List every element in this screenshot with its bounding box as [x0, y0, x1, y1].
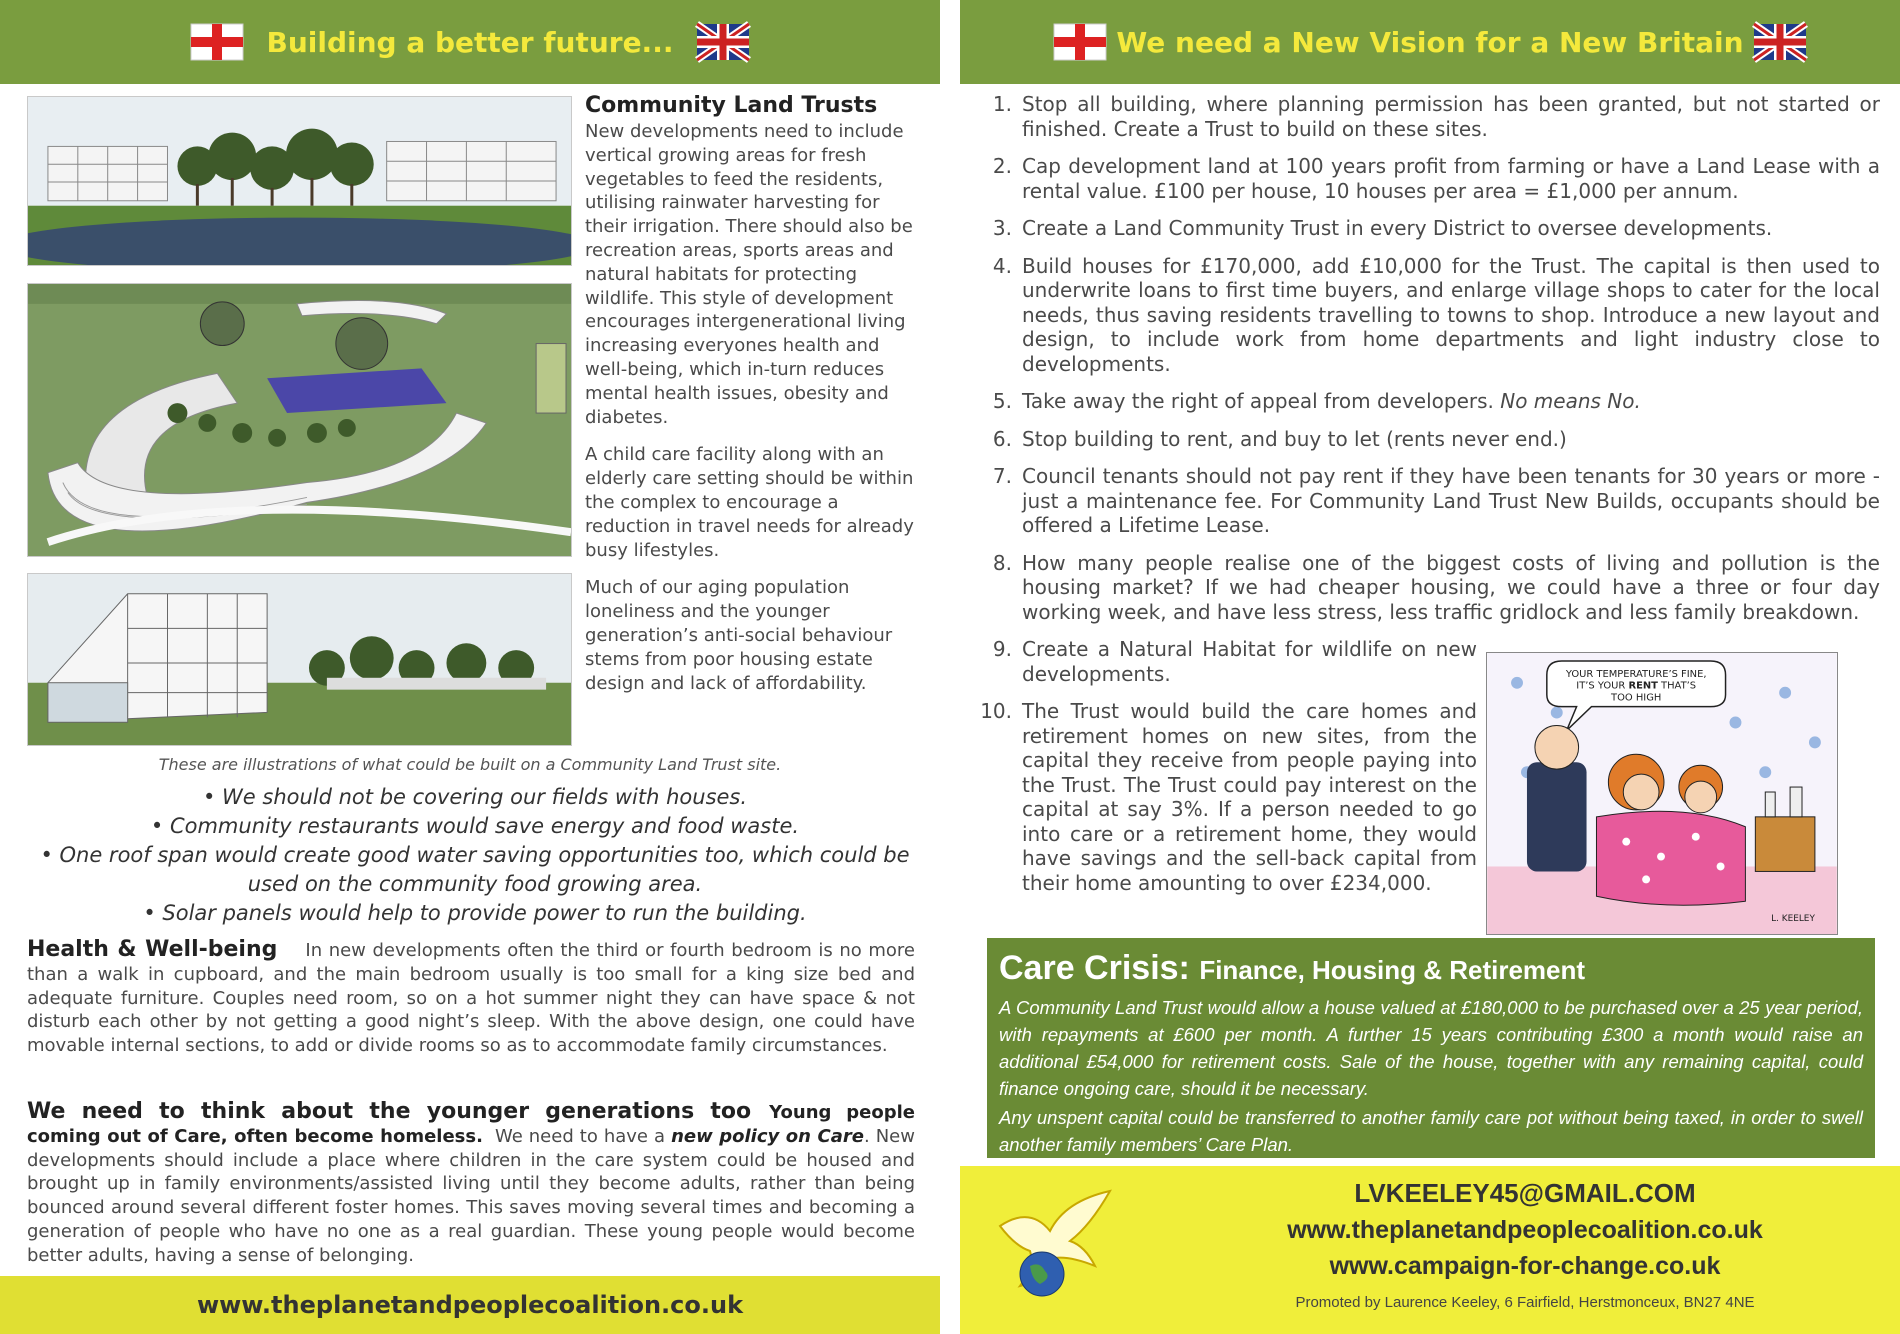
list-number: 3. [992, 216, 1012, 240]
list-number: 7. [992, 464, 1012, 488]
younger-title: We need to think about the younger generations too [27, 1099, 752, 1124]
list-text: Create a Land Community Trust in every District to oversee developments. [1022, 216, 1773, 240]
care-subtitle: Finance, Housing & Retirement [1199, 955, 1586, 985]
left-page [0, 0, 940, 1334]
list-text: Stop building to rent, and buy to let (rents never end.) [1022, 426, 1567, 451]
bullet-list [40, 783, 910, 928]
list-number: 4. [992, 253, 1012, 278]
contact-website-2[interactable]: www.campaign-for-change.co.uk [1329, 1252, 1721, 1280]
bullet-item: • Solar panels would help to provide power to run the building. [143, 901, 807, 925]
list-item [980, 551, 1880, 625]
list-text: How many people realise one of the biggest costs of living and pollution is the housing market? If we had cheaper housing, we could have a three or four day working week, and have less stress, less traffic gridlock and less family breakdown. [1022, 550, 1880, 624]
bullet-item: • We should not be covering our fields with houses. [202, 785, 748, 809]
health-section [27, 938, 915, 1058]
cartoon-signature: L. KEELEY [1771, 914, 1815, 925]
cartoon-speech-line-3: TOO HIGH [1611, 692, 1662, 704]
list-item [980, 216, 1880, 241]
younger-emphasis: new policy on Care [671, 1125, 864, 1147]
dove-icon [990, 1186, 1120, 1306]
list-item [980, 427, 1880, 452]
list-text: Council tenants should not pay rent if they have been tenants for 30 years or more - just a maintenance fee. For Community Land Trust New Builds, occupants should be offered a Lifetime Lease. [1022, 464, 1880, 537]
development-illustration-1 [27, 96, 572, 266]
england-flag-icon [189, 20, 245, 64]
england-flag-icon [1052, 20, 1108, 64]
contact-email[interactable]: LVKEELEY45@GMAIL.COM [1354, 1178, 1696, 1208]
left-banner [0, 0, 940, 84]
contact-website-1[interactable]: www.theplanetandpeoplecoalition.co.uk [1287, 1216, 1763, 1244]
list-item [980, 254, 1880, 377]
svg-text:IT’S YOUR RENT THAT’S [1576, 681, 1696, 692]
list-text [1022, 389, 1880, 414]
list-number: 1. [992, 92, 1012, 116]
list-item [980, 154, 1880, 203]
list-item [980, 389, 1880, 414]
bullet-item: • One roof span would create good water saving opportunities too, which could be used on the community food growing area. [40, 843, 910, 896]
care-paragraph-2: Any unspent capital could be transferred to another family care pot without being taxed, in order to swell another family members’ Care Plan. [999, 1107, 1863, 1155]
cartoon-speech-rent: RENT [1628, 680, 1658, 692]
union-jack-icon [1752, 20, 1808, 64]
union-jack-icon [695, 20, 751, 64]
care-paragraph-1: A Community Land Trust would allow a house valued at £180,000 to be purchased over a 25 year period, with repayments at £600 per month. A further 15 years contributing £300 a month would raise an additional £54,000 for retirement costs. Sale of the house, together with any remaining capital, could finance ongoing care, should it be necessary. [999, 997, 1863, 1099]
list-number: 10. [980, 699, 1012, 723]
list-number: 2. [992, 154, 1012, 178]
younger-text-b: . New developments should include a place where children in the care system could be housed and brought up in family environments/assisted living until they become adults, rather than being bounced around several different foster homes. This saves moving several times and becoming a generation of people who have no one as a real guardian. These young people would become better adults, having a sense of belonging. [27, 1125, 915, 1266]
clt-paragraph-3: Much of our aging population loneliness and the younger generation’s anti-social behaviour stems from poor housing estate design and lack of affordability. [585, 577, 893, 694]
development-illustration-3 [27, 573, 572, 746]
right-page [960, 0, 1900, 1334]
right-banner [960, 0, 1900, 84]
bullet-item: • Community restaurants would save energy and food waste. [150, 814, 800, 838]
younger-text-a: We need to have a [494, 1125, 666, 1147]
list-number: 6. [992, 426, 1012, 451]
list-text: Create a Natural Habitat for wildlife on new developments. [1022, 637, 1477, 686]
left-footer [0, 1276, 940, 1334]
care-crisis-box [987, 938, 1875, 1158]
cartoon-speech-part: IT’S YOUR [1576, 680, 1626, 692]
list-number: 9. [992, 637, 1012, 661]
clt-paragraph-1: New developments need to include vertical growing areas for fresh vegetables to feed the residents, utilising rainwater harvesting for their irrigation. There should also be recreation areas, sports areas and natural habitats for protecting wildlife. This style of development encourages intergenerational living increasing everyones health and well-being, which in-turn reduces mental health issues, obesity and diabetes. [585, 121, 913, 428]
clt-paragraph-2: A child care facility along with an elderly care setting should be within the complex to encourage a reduction in travel needs for already busy lifestyles. [585, 444, 914, 561]
list-text-emphasis: No means No. [1500, 389, 1641, 413]
care-crisis-heading [999, 946, 1863, 992]
list-text: Cap development land at 100 years profit from farming or have a Land Lease with a rental value. £100 per house, 10 houses per area = £1,000 per annum. [1022, 154, 1880, 203]
list-text: Stop all building, where planning permission has been granted, but not started or finished. Create a Trust to build on these sites. [1022, 92, 1880, 141]
right-banner-title: We need a New Vision for a New Britain [1116, 25, 1744, 59]
cartoon-illustration [1486, 652, 1838, 935]
left-footer-url[interactable]: www.theplanetandpeoplecoalition.co.uk [196, 1291, 744, 1319]
illustration-caption: These are illustrations of what could be built on a Community Land Trust site. [158, 755, 782, 774]
list-number: 5. [992, 389, 1012, 413]
list-text: The Trust would build the care homes and retirement homes on new sites, from the capital they receive from people paying into the Trust. The Trust could pay interest on the capital at say 3%. If a person needed to go into care or a retirement home, they would have savings and the sell-back capital from their home amounting to over £234,000. [1022, 699, 1477, 895]
list-item [980, 92, 1880, 141]
list-text-main: Take away the right of appeal from developers. [1022, 389, 1494, 413]
clt-title: Community Land Trusts [585, 93, 878, 118]
list-text: Build houses for £170,000, add £10,000 for the Trust. The capital is then used to underwrite loans to first time buyers, and enlarge village shops to cater for the local needs, thus saving residents travelling to towns to shop. Introduce a new layout and design, to include work from home departments and light industry close to developments. [1022, 253, 1880, 376]
cartoon-speech-line-1: YOUR TEMPERATURE’S FINE, [1565, 668, 1707, 680]
clt-column [585, 92, 915, 709]
younger-subtitle: Young people coming out of Care, often become homeless. [27, 1102, 916, 1147]
younger-section [27, 1100, 915, 1268]
promoted-by: Promoted by Laurence Keeley, 6 Fairfield, Herstmonceux, BN27 4NE [1295, 1294, 1755, 1311]
right-footer [960, 1166, 1900, 1334]
list-number: 8. [992, 550, 1012, 575]
health-title: Health & Well-being [27, 937, 278, 962]
development-illustration-2 [27, 283, 572, 557]
health-text: In new developments often the third or fourth bedroom is no more than a walk in cupboard, and the main bedroom usually is too small for a king size bed and adequate furniture. Couples need room, so on a hot summer night they can have space & not disturb each other by not getting a good night’s sleep. With the above design, one could have movable internal sections, to add or divide rooms so as to accommodate family circumstances. [27, 940, 915, 1057]
list-item [980, 464, 1880, 538]
left-banner-title: Building a better future... [266, 25, 674, 59]
cartoon-speech-part: THAT’S [1661, 680, 1697, 692]
care-title: Care Crisis: [999, 949, 1190, 987]
page-gutter [940, 0, 960, 1334]
